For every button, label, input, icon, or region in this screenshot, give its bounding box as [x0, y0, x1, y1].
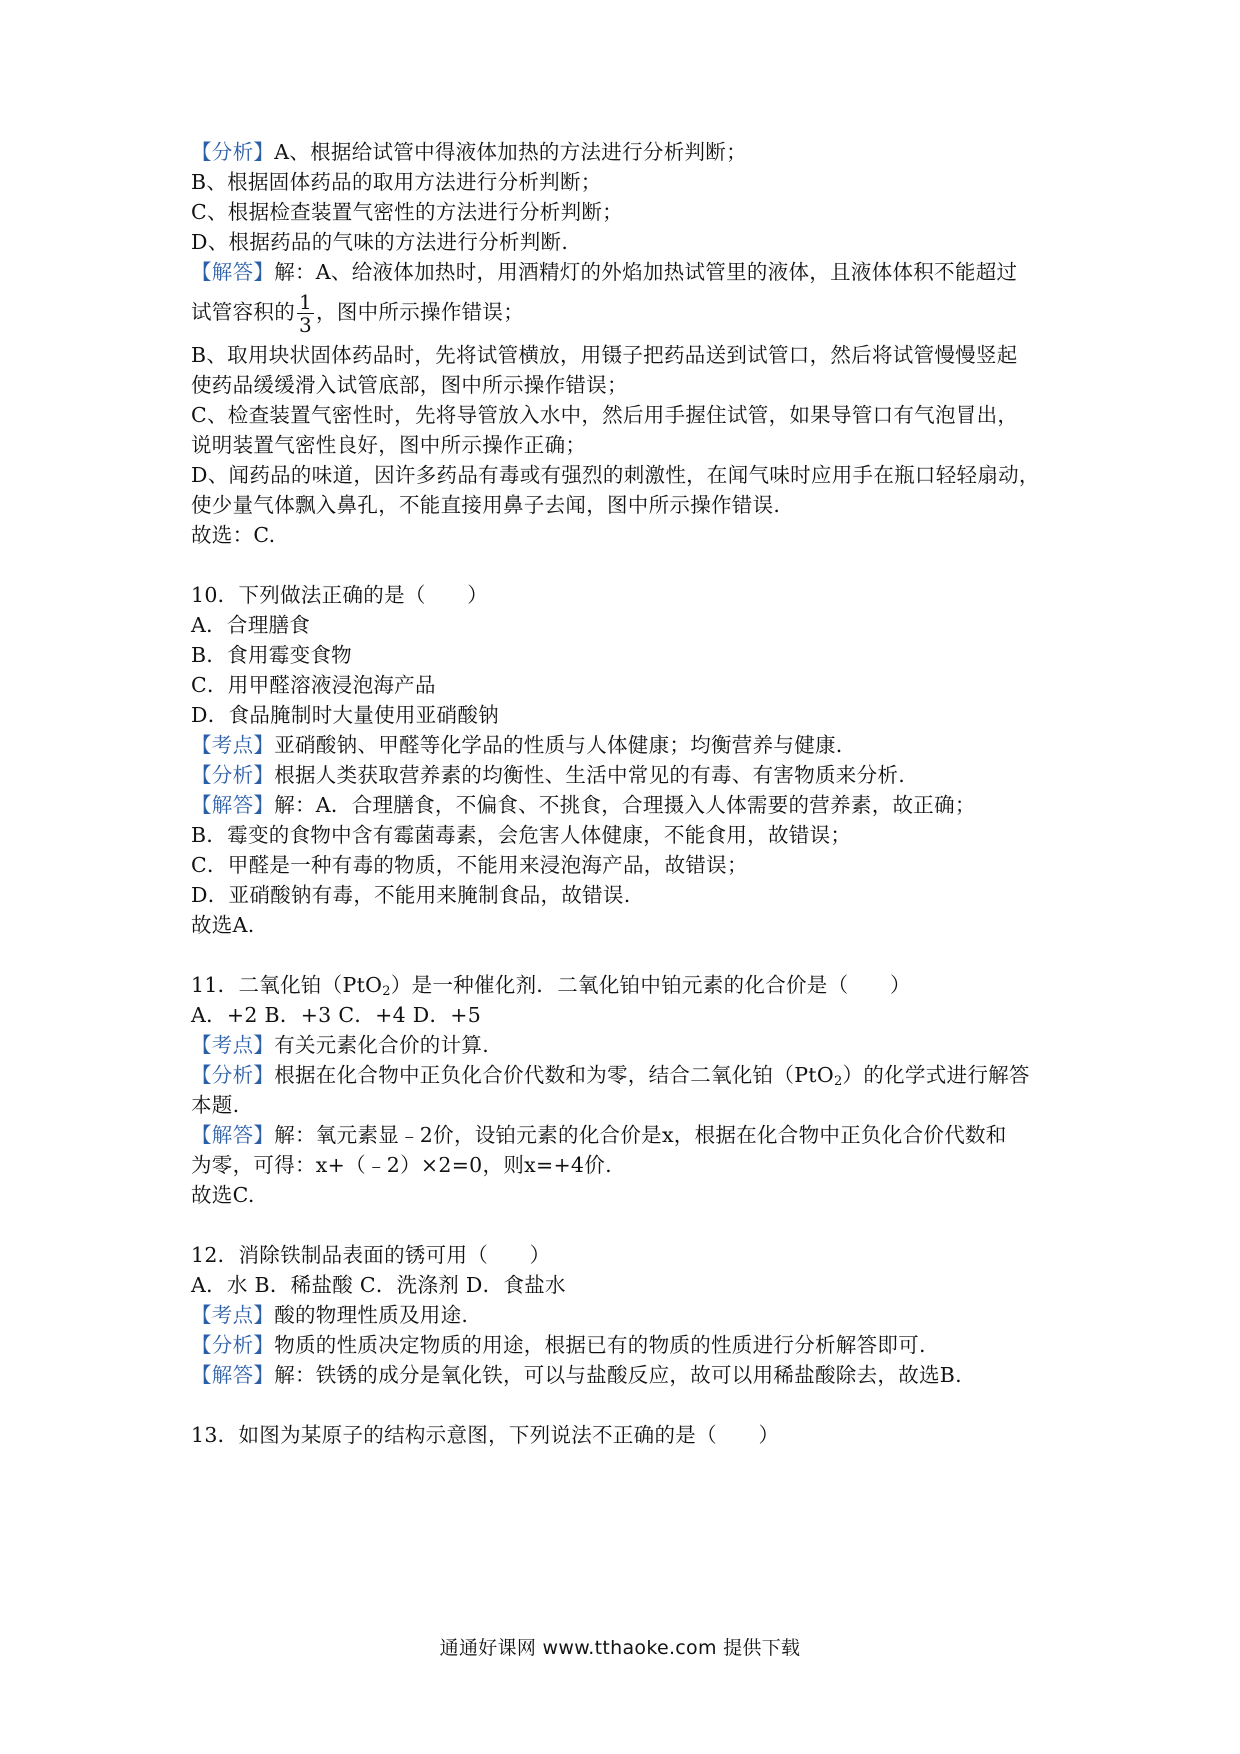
q9-answer-line-a1	[191, 257, 1017, 287]
q10-answer-line-a	[191, 790, 976, 820]
fraction-one-third	[297, 291, 314, 336]
q9-answer-a2-pre: 试管容积的	[191, 300, 295, 324]
q9-analysis-line-a	[191, 137, 747, 167]
q9-answer-d1: D、闻药品的味道，因许多药品有毒或有强烈的刺激性，在闻气味时应用手在瓶口轻轻扇动，	[191, 463, 1040, 487]
q12-answer: 解：铁锈的成分是氧化铁，可以与盐酸反应，故可以用稀盐酸除去，故选B.	[274, 1363, 962, 1387]
answer-tag: 【解答】	[191, 260, 275, 284]
q11-point: 有关元素化合价的计算.	[274, 1033, 490, 1057]
q9-analysis-d: D、根据药品的气味的方法进行分析判断.	[191, 230, 569, 254]
q10-analysis-line	[191, 760, 905, 790]
q13-stem: 13．如图为某原子的结构示意图，下列说法不正确的是（ ）	[191, 1423, 780, 1447]
q9-analysis-b: B、根据固体药品的取用方法进行分析判断；	[191, 170, 602, 194]
q11-options: A．+2 B．+3 C．+4 D．+5	[191, 1003, 482, 1027]
point-tag: 【考点】	[191, 1033, 275, 1057]
q9-answer-b1: B、取用块状固体药品时，先将试管横放，用镊子把药品送到试管口，然后将试管慢慢竖起	[191, 343, 1018, 367]
q12-point-line	[191, 1300, 468, 1330]
q10-answer-c: C．甲醛是一种有毒的物质，不能用来浸泡海产品，故错误；	[191, 853, 748, 877]
q12-answer-line	[191, 1360, 962, 1390]
fraction-denominator: 3	[299, 313, 313, 337]
q10-answer-a: 解：A．合理膳食，不偏食、不挑食，合理摄入人体需要的营养素，故正确；	[274, 793, 976, 817]
q11-analysis-subscript: 2	[833, 1074, 843, 1089]
analysis-tag: 【分析】	[191, 763, 275, 787]
q12-options: A．水 B．稀盐酸 C．洗涤剂 D．食盐水	[191, 1273, 566, 1297]
q11-stem-pre: 11．二氧化铂（PtO	[191, 973, 383, 997]
answer-tag: 【解答】	[191, 793, 275, 817]
answer-tag: 【解答】	[191, 1363, 275, 1387]
q12-analysis-line	[191, 1330, 926, 1360]
q11-analysis-2: 本题.	[191, 1093, 240, 1117]
q11-analysis-line	[191, 1060, 1030, 1097]
q9-answer-c2: 说明装置气密性良好，图中所示操作正确；	[191, 433, 587, 457]
q10-option-d: D．食品腌制时大量使用亚硝酸钠	[191, 703, 499, 727]
q9-answer-d2: 使少量气体飘入鼻孔，不能直接用鼻子去闻，图中所示操作错误.	[191, 493, 781, 517]
q9-answer-a2-post: ，图中所示操作错误；	[316, 300, 525, 324]
q11-analysis-pre: 根据在化合物中正负化合价代数和为零，结合二氧化铂（PtO	[274, 1063, 834, 1087]
point-tag: 【考点】	[191, 1303, 275, 1327]
q11-stem-subscript: 2	[382, 984, 391, 999]
fraction-numerator: 1	[299, 290, 313, 314]
q11-answer-2: 为零，可得：x+（﹣2）×2=0，则x=+4价.	[191, 1153, 612, 1177]
q9-analysis-c: C、根据检查装置气密性的方法进行分析判断；	[191, 200, 623, 224]
q10-option-a: A．合理膳食	[191, 613, 311, 637]
q10-stem: 10．下列做法正确的是（ ）	[191, 583, 489, 607]
q11-choice: 故选C.	[191, 1183, 255, 1207]
q10-point-line	[191, 730, 843, 760]
answer-tag: 【解答】	[191, 1123, 275, 1147]
q10-choice: 故选A.	[191, 913, 255, 937]
q10-answer-d: D．亚硝酸钠有毒，不能用来腌制食品，故错误.	[191, 883, 631, 907]
q10-answer-b: B．霉变的食物中含有霉菌毒素，会危害人体健康，不能食用，故错误；	[191, 823, 852, 847]
q11-answer-line-1	[191, 1120, 1007, 1150]
q12-stem: 12．消除铁制品表面的锈可用（ ）	[191, 1243, 551, 1267]
q11-stem-post: ）是一种催化剂．二氧化铂中铂元素的化合价是（ ）	[390, 973, 911, 997]
analysis-tag: 【分析】	[191, 140, 275, 164]
q10-analysis: 根据人类获取营养素的均衡性、生活中常见的有毒、有害物质来分析.	[274, 763, 906, 787]
q10-point: 亚硝酸钠、甲醛等化学品的性质与人体健康；均衡营养与健康.	[274, 733, 843, 757]
q10-option-b: B．食用霉变食物	[191, 643, 352, 667]
q9-answer-b2: 使药品缓缓滑入试管底部，图中所示操作错误；	[191, 373, 628, 397]
q9-answer-a1: 解：A、给液体加热时，用酒精灯的外焰加热试管里的液体，且液体体积不能超过	[274, 260, 1018, 284]
q9-analysis-a: A、根据给试管中得液体加热的方法进行分析判断；	[274, 140, 747, 164]
q11-point-line	[191, 1030, 489, 1060]
q10-option-c: C．用甲醛溶液浸泡海产品	[191, 673, 436, 697]
analysis-tag: 【分析】	[191, 1333, 275, 1357]
q9-choice: 故选：C.	[191, 523, 276, 547]
q9-answer-line-a2	[191, 288, 524, 336]
q11-answer-1: 解：氧元素显﹣2价，设铂元素的化合价是x，根据在化合物中正负化合价代数和	[274, 1123, 1007, 1147]
q11-analysis-post: ）的化学式进行解答	[842, 1063, 1030, 1087]
point-tag: 【考点】	[191, 733, 275, 757]
q12-point: 酸的物理性质及用途.	[274, 1303, 469, 1327]
analysis-tag: 【分析】	[191, 1063, 275, 1087]
page-footer: 通通好课网 www.tthaoke.com 提供下载	[439, 1637, 801, 1659]
q12-analysis: 物质的性质决定物质的用途，根据已有的物质的性质进行分析解答即可.	[274, 1333, 926, 1357]
q9-answer-c1: C、检查装置气密性时，先将导管放入水中，然后用手握住试管，如果导管口有气泡冒出，	[191, 403, 1019, 427]
